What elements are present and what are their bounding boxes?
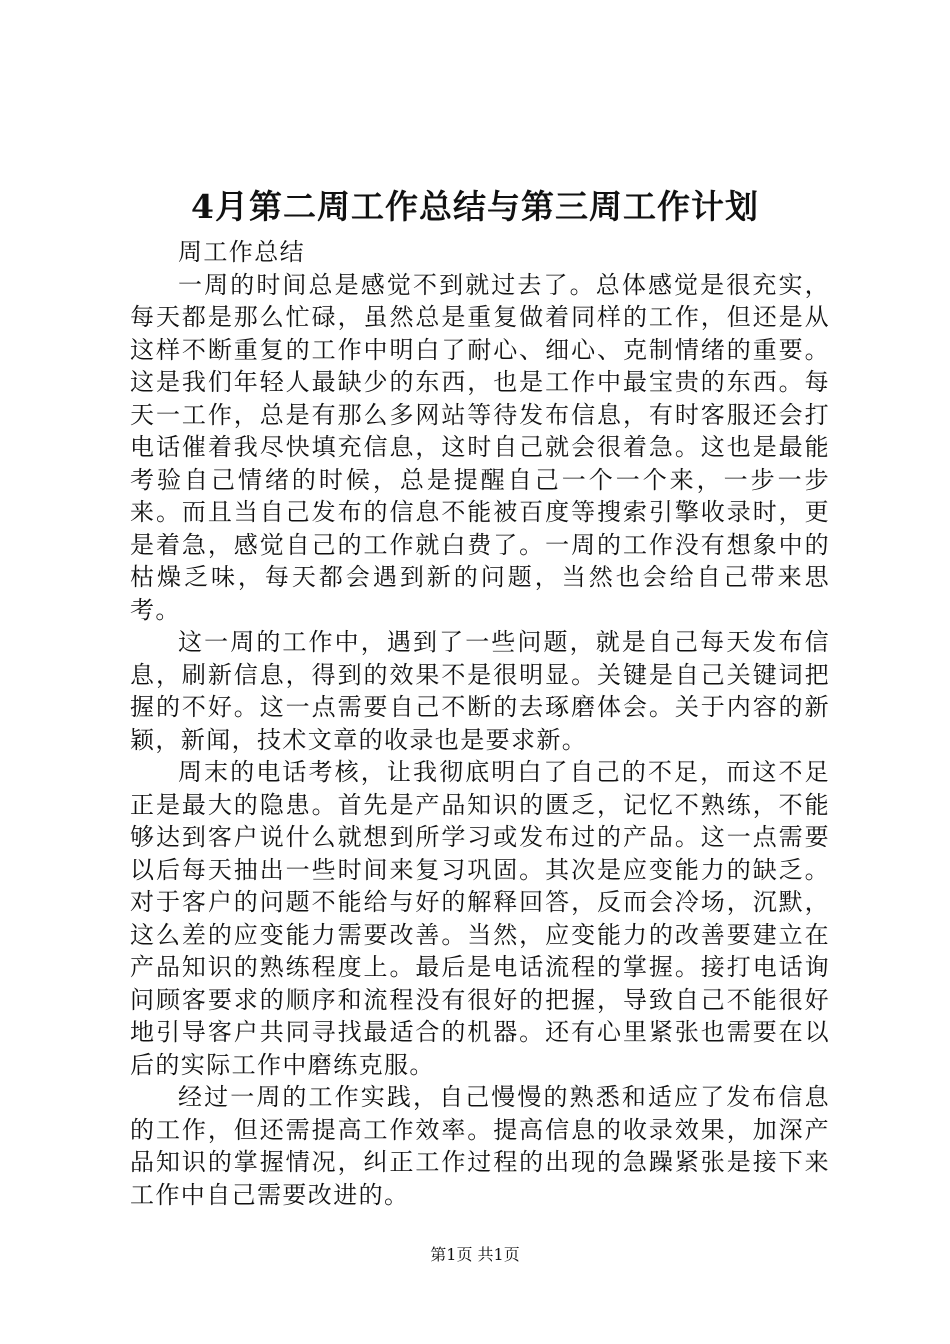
document-title: 4月第二周工作总结与第三周工作计划 — [191, 187, 759, 226]
section-heading: 周工作总结 — [178, 238, 305, 266]
paragraph-2: 这一周的工作中，遇到了一些问题，就是自己每天发布信息，刷新信息，得到的效果不是很明显。关键是自己关键词把握的不好。这一点需要自己不断的去琢磨体会。关于内容的新颖，新闻，技术文章的收录也是要求新。 — [130, 628, 830, 754]
page-footer: 第1页 共1页 — [430, 1245, 520, 1264]
paragraph-3: 周末的电话考核，让我彻底明白了自己的不足，而这不足正是最大的隐患。首先是产品知识的匮乏，记忆不熟练，不能够达到客户说什么就想到所学习或发布过的产品。这一点需要以后每天抽出一些时间来复习巩固。其次是应变能力的缺乏。对于客户的问题不能给与好的解释回答，反而会冷场，沉默，这么差的应变能力需要改善。当然，应变能力的改善要建立在产品知识的熟练程度上。最后是电话流程的掌握。接打电话询问顾客要求的顺序和流程没有很好的把握，导致自己不能很好地引导客户共同寻找最适合的机器。还有心里紧张也需要在以后的实际工作中磨练克服。 — [130, 758, 830, 1079]
paragraph-4: 经过一周的工作实践，自己慢慢的熟悉和适应了发布信息的工作，但还需提高工作效率。提高信息的收录效果，加深产品知识的掌握情况，纠正工作过程的出现的急躁紧张是接下来工作中自己需要改进的。 — [130, 1083, 830, 1209]
paragraph-1: 一周的时间总是感觉不到就过去了。总体感觉是很充实，每天都是那么忙碌，虽然总是重复做着同样的工作，但还是从这样不断重复的工作中明白了耐心、细心、克制情绪的重要。这是我们年轻人最缺少的东西，也是工作中最宝贵的东西。每天一工作，总是有那么多网站等待发布信息，有时客服还会打电话催着我尽快填充信息，这时自己就会很着急。这也是最能考验自己情绪的时候，总是提醒自己一个一个来，一步一步来。而且当自己发布的信息不能被百度等搜索引擎收录时，更是着急，感觉自己的工作就白费了。一周的工作没有想象中的枯燥乏味，每天都会遇到新的问题，当然也会给自己带来思考。 — [130, 270, 830, 624]
document-body — [130, 236, 830, 1211]
